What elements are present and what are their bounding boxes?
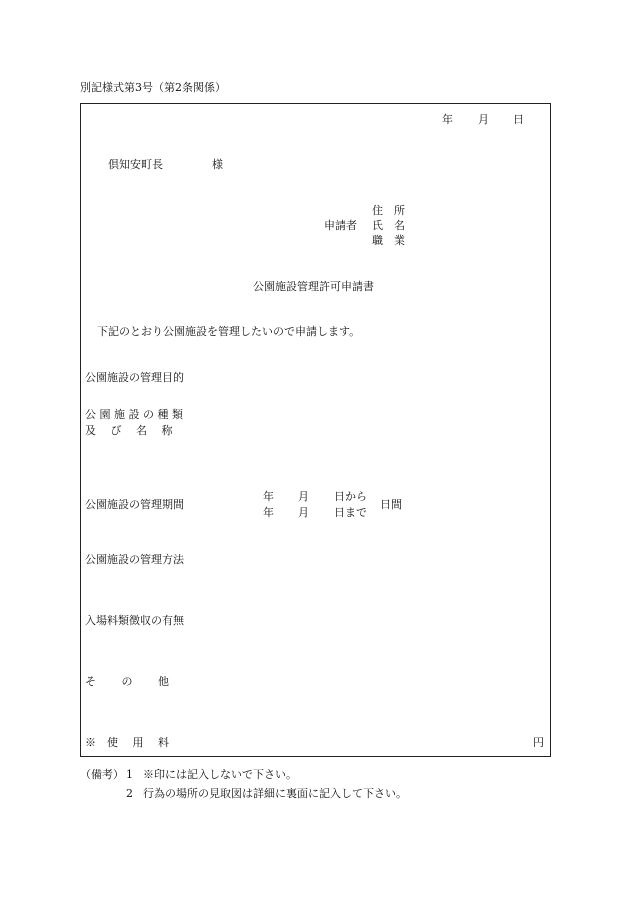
period-to-month: 月: [298, 506, 309, 519]
note-1-text: ※印には記入しないで下さい。: [143, 768, 297, 781]
addressee-name: 倶知安町長: [108, 158, 163, 171]
notes-heading: （備考）: [80, 768, 124, 781]
type-label-line2: 及 び 名 称: [85, 424, 173, 437]
form-number: 別記様式第3号（第2条関係）: [80, 81, 226, 94]
type-label-line1: 公 園 施 設 の 種 類: [85, 408, 183, 421]
applicant-address-label: 住 所: [372, 204, 405, 217]
form-title: 公園施設管理許可申請書: [253, 280, 374, 293]
period-from-year: 年: [263, 490, 274, 503]
period-days: 日間: [380, 498, 402, 511]
applicant-occupation-label: 職 業: [372, 234, 405, 247]
date-day-label: 日: [513, 113, 524, 126]
note-1-number: 1: [126, 768, 133, 781]
usage-fee-label: ※ 使 用 料: [85, 736, 169, 749]
intro-text: 下記のとおり公園施設を管理したいので申請します。: [97, 325, 361, 338]
period-to-year: 年: [263, 506, 274, 519]
applicant-name-label: 氏 名: [372, 219, 405, 232]
other-label: そ の 他: [85, 675, 169, 688]
date-year-label: 年: [442, 113, 453, 126]
period-to-day: 日まで: [334, 506, 367, 519]
note-2-text: 行為の場所の見取図は詳細に裏面に記入して下さい。: [143, 787, 407, 800]
method-label: 公園施設の管理方法: [85, 553, 184, 566]
note-2-number: 2: [126, 787, 133, 800]
purpose-label: 公園施設の管理目的: [85, 371, 184, 384]
period-from-month: 月: [298, 490, 309, 503]
addressee-honorific: 様: [212, 158, 223, 171]
period-from-day: 日から: [334, 490, 367, 503]
applicant-label: 申請者: [324, 219, 357, 232]
usage-fee-unit: 円: [533, 736, 544, 749]
date-month-label: 月: [478, 113, 489, 126]
period-label: 公園施設の管理期間: [85, 498, 184, 511]
fee-collection-label: 入場料類徴収の有無: [85, 614, 184, 627]
